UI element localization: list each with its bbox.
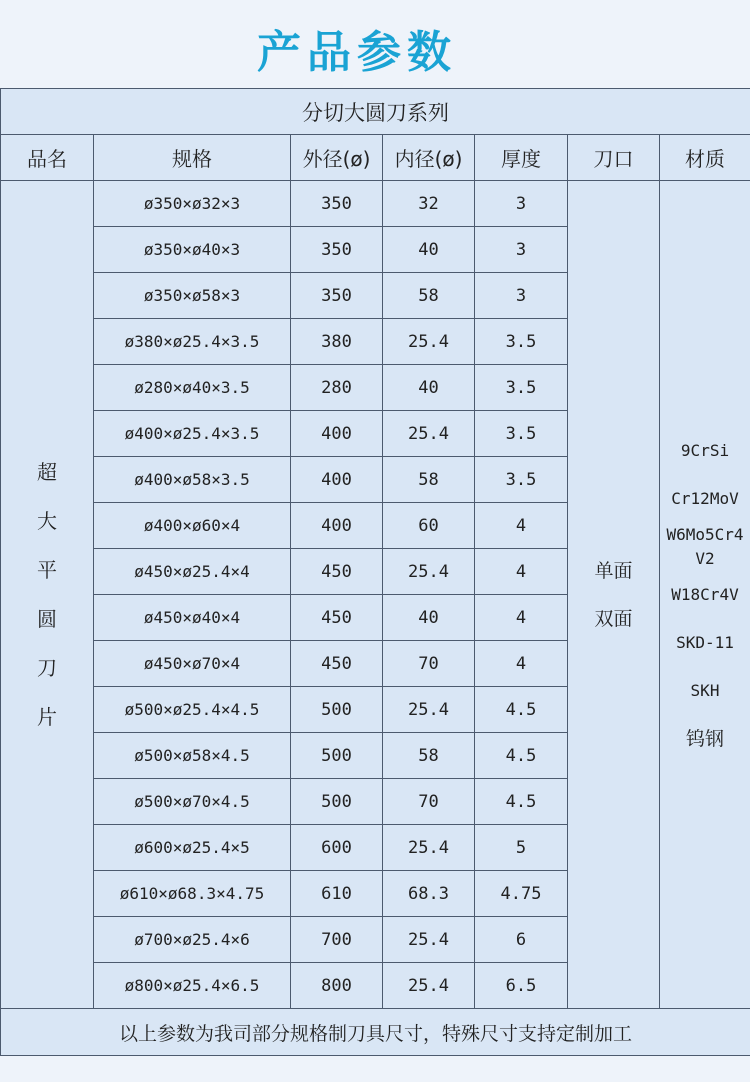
outer-diameter-cell: 500 (291, 687, 383, 733)
inner-diameter-cell: 60 (383, 503, 475, 549)
header-material: 材质 (660, 135, 750, 181)
spec-table (0, 88, 750, 1056)
spec-cell: ø400×ø25.4×3.5 (94, 411, 291, 457)
inner-diameter-cell: 25.4 (383, 319, 475, 365)
product-name-char: 大 (37, 508, 57, 533)
thickness-cell: 4 (475, 595, 568, 641)
spec-cell: ø700×ø25.4×6 (94, 917, 291, 963)
thickness-cell: 3.5 (475, 411, 568, 457)
header-name: 品名 (1, 135, 94, 181)
spec-cell: ø450×ø25.4×4 (94, 549, 291, 595)
spec-cell: ø450×ø40×4 (94, 595, 291, 641)
page-title: 产品参数 (257, 27, 457, 78)
inner-diameter-cell: 25.4 (383, 687, 475, 733)
outer-diameter-cell: 610 (291, 871, 383, 917)
outer-diameter-cell: 450 (291, 595, 383, 641)
thickness-cell: 5 (475, 825, 568, 871)
outer-diameter-cell: 400 (291, 503, 383, 549)
outer-diameter-cell: 500 (291, 779, 383, 825)
inner-diameter-cell: 58 (383, 457, 475, 503)
spec-cell: ø350×ø32×3 (94, 181, 291, 227)
inner-diameter-cell: 40 (383, 365, 475, 411)
product-name-char: 片 (37, 704, 57, 729)
header-edge: 刀口 (568, 135, 660, 181)
outer-diameter-cell: 500 (291, 733, 383, 779)
product-name-char: 圆 (37, 606, 57, 631)
spec-cell: ø500×ø25.4×4.5 (94, 687, 291, 733)
outer-diameter-cell: 450 (291, 641, 383, 687)
spec-cell: ø600×ø25.4×5 (94, 825, 291, 871)
series-title: 分切大圆刀系列 (1, 89, 750, 135)
inner-diameter-cell: 25.4 (383, 963, 475, 1009)
inner-diameter-cell: 25.4 (383, 825, 475, 871)
header-spec: 规格 (94, 135, 291, 181)
inner-diameter-cell: 58 (383, 273, 475, 319)
thickness-cell: 3 (475, 181, 568, 227)
inner-diameter-cell: 68.3 (383, 871, 475, 917)
outer-diameter-cell: 400 (291, 457, 383, 503)
spec-cell: ø800×ø25.4×6.5 (94, 963, 291, 1009)
spec-cell: ø450×ø70×4 (94, 641, 291, 687)
spec-cell: ø350×ø58×3 (94, 273, 291, 319)
table-row (1, 181, 750, 227)
material-item: SKH (690, 680, 720, 700)
spec-cell: ø400×ø58×3.5 (94, 457, 291, 503)
spec-cell: ø400×ø60×4 (94, 503, 291, 549)
spec-cell: ø350×ø40×3 (94, 227, 291, 273)
thickness-cell: 4 (475, 549, 568, 595)
outer-diameter-cell: 600 (291, 825, 383, 871)
header-row (1, 135, 750, 181)
thickness-cell: 4.75 (475, 871, 568, 917)
product-name-char: 超 (37, 459, 57, 484)
material-item: 钨钢 (686, 727, 725, 750)
edge-type-cell (568, 181, 660, 1009)
outer-diameter-cell: 350 (291, 273, 383, 319)
header-inner-diameter: 内径(ø) (383, 135, 475, 181)
thickness-cell: 4 (475, 641, 568, 687)
outer-diameter-cell: 400 (291, 411, 383, 457)
thickness-cell: 3.5 (475, 319, 568, 365)
material-item: SKD-11 (676, 632, 734, 652)
thickness-cell: 4.5 (475, 779, 568, 825)
thickness-cell: 4 (475, 503, 568, 549)
material-item: W6Mo5Cr4V2 (666, 524, 744, 568)
thickness-cell: 3 (475, 273, 568, 319)
inner-diameter-cell: 25.4 (383, 549, 475, 595)
outer-diameter-cell: 700 (291, 917, 383, 963)
edge-type-item: 双面 (594, 607, 633, 630)
material-cell (660, 181, 750, 1009)
thickness-cell: 6 (475, 917, 568, 963)
inner-diameter-cell: 40 (383, 227, 475, 273)
series-row (1, 89, 750, 135)
footer-row (1, 1009, 750, 1056)
inner-diameter-cell: 70 (383, 641, 475, 687)
edge-type-item: 单面 (594, 559, 633, 582)
spec-table-body (1, 89, 750, 1056)
thickness-cell: 3 (475, 227, 568, 273)
outer-diameter-cell: 380 (291, 319, 383, 365)
spec-cell: ø610×ø68.3×4.75 (94, 871, 291, 917)
inner-diameter-cell: 25.4 (383, 917, 475, 963)
thickness-cell: 3.5 (475, 365, 568, 411)
outer-diameter-cell: 350 (291, 181, 383, 227)
thickness-cell: 4.5 (475, 733, 568, 779)
outer-diameter-cell: 450 (291, 549, 383, 595)
footer-note: 以上参数为我司部分规格制刀具尺寸，特殊尺寸支持定制加工 (1, 1009, 750, 1056)
spec-cell: ø500×ø58×4.5 (94, 733, 291, 779)
inner-diameter-cell: 40 (383, 595, 475, 641)
thickness-cell: 6.5 (475, 963, 568, 1009)
outer-diameter-cell: 800 (291, 963, 383, 1009)
thickness-cell: 3.5 (475, 457, 568, 503)
material-item: Cr12MoV (671, 488, 739, 508)
product-name-char: 平 (37, 557, 57, 582)
material-item: W18Cr4V (671, 584, 739, 604)
outer-diameter-cell: 350 (291, 227, 383, 273)
thickness-cell: 4.5 (475, 687, 568, 733)
outer-diameter-cell: 280 (291, 365, 383, 411)
header-outer-diameter: 外径(ø) (291, 135, 383, 181)
spec-cell: ø380×ø25.4×3.5 (94, 319, 291, 365)
inner-diameter-cell: 25.4 (383, 411, 475, 457)
inner-diameter-cell: 58 (383, 733, 475, 779)
inner-diameter-cell: 32 (383, 181, 475, 227)
spec-cell: ø500×ø70×4.5 (94, 779, 291, 825)
product-name-char: 刀 (37, 655, 57, 680)
inner-diameter-cell: 70 (383, 779, 475, 825)
spec-cell: ø280×ø40×3.5 (94, 365, 291, 411)
product-name-cell (1, 181, 94, 1009)
material-item: 9CrSi (680, 440, 730, 460)
header-thickness: 厚度 (475, 135, 568, 181)
